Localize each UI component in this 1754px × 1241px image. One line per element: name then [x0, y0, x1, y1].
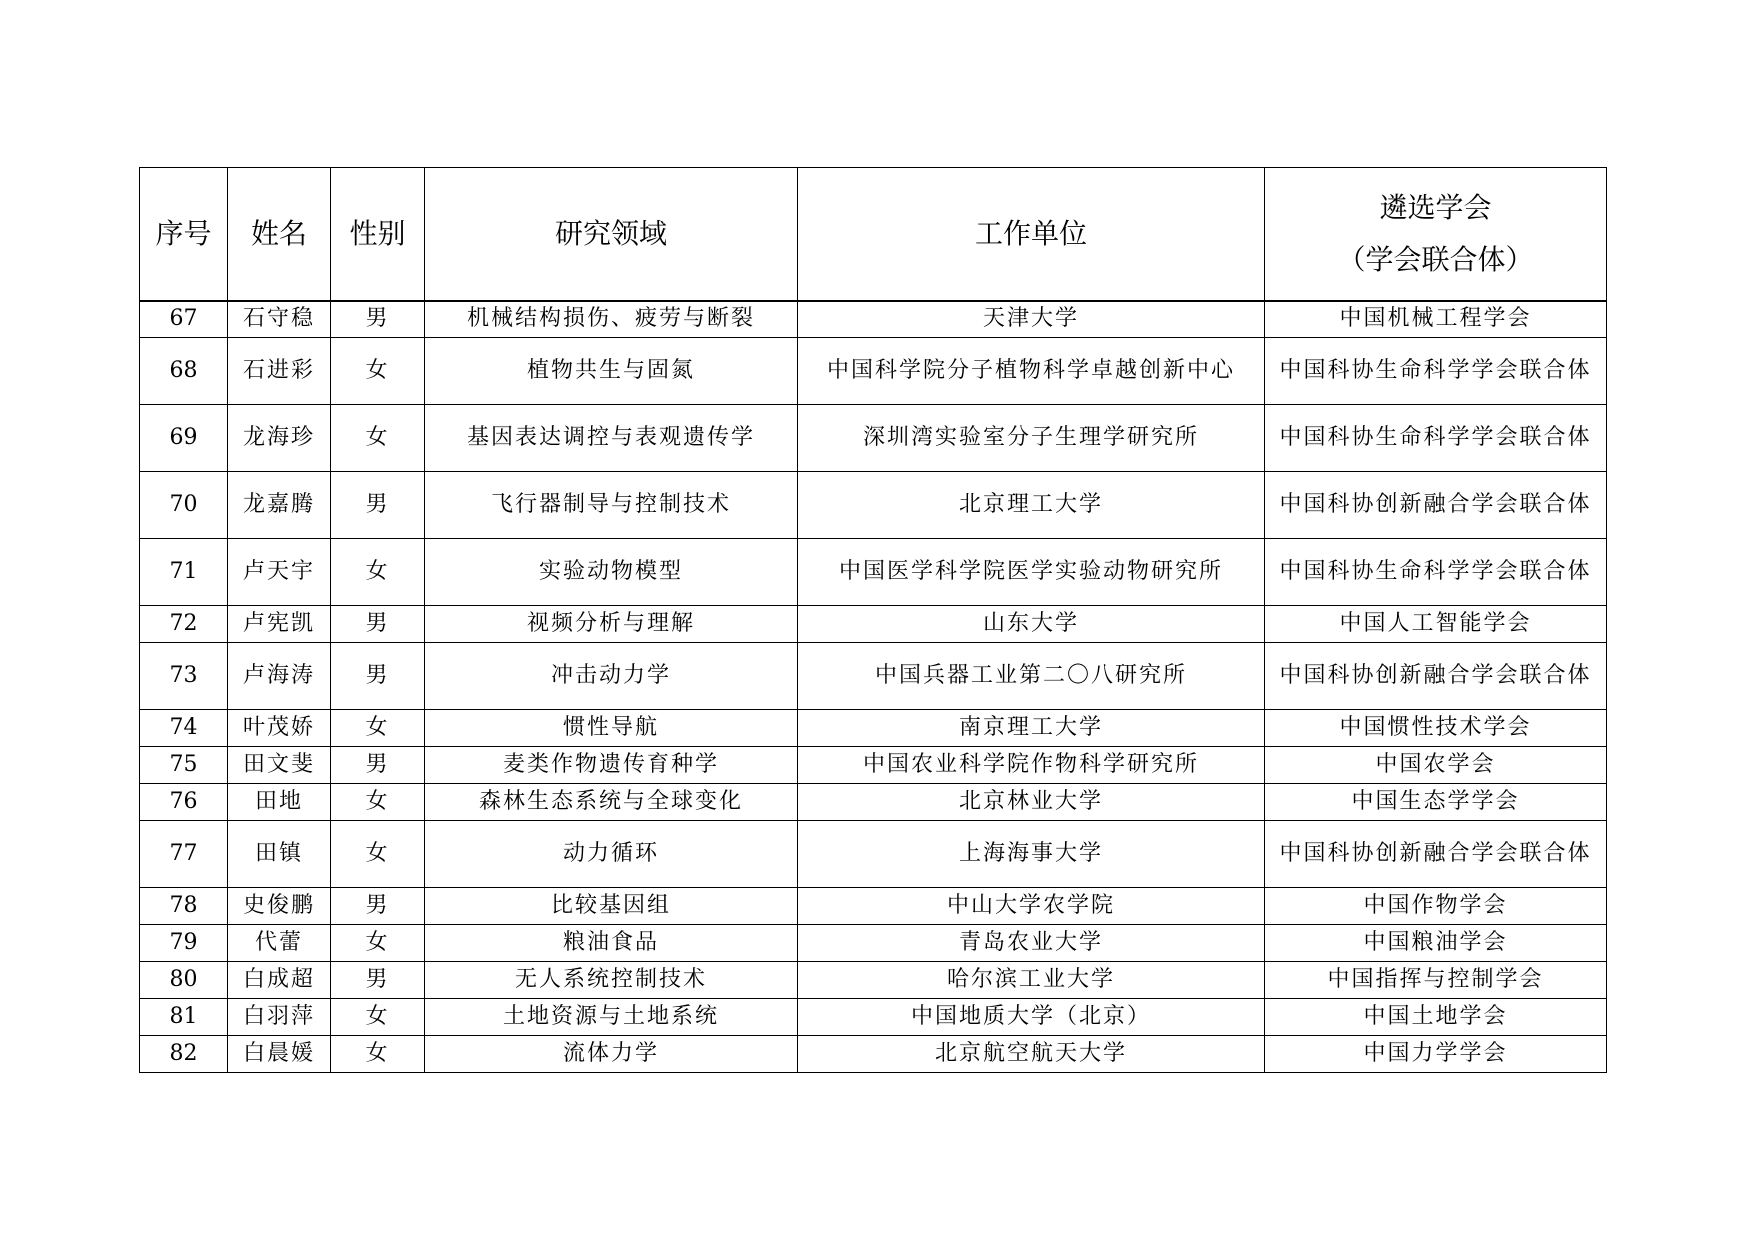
- cell-society: 中国科协生命科学学会联合体: [1265, 539, 1607, 606]
- cell-field: 实验动物模型: [425, 539, 798, 606]
- table-row: [140, 539, 1607, 606]
- cell-field: 冲击动力学: [425, 643, 798, 710]
- table-row: [140, 925, 1607, 962]
- cell-society: 中国农学会: [1265, 747, 1607, 784]
- cell-gender: 男: [331, 472, 425, 539]
- cell-index: 74: [140, 710, 228, 747]
- table-row: [140, 999, 1607, 1036]
- cell-index: 75: [140, 747, 228, 784]
- cell-gender: 女: [331, 405, 425, 472]
- cell-name: 石进彩: [228, 338, 331, 405]
- header-society-line2: （学会联合体）: [1337, 242, 1534, 276]
- cell-index: 69: [140, 405, 228, 472]
- cell-field: 粮油食品: [425, 925, 798, 962]
- cell-field: 飞行器制导与控制技术: [425, 472, 798, 539]
- cell-society: 中国生态学学会: [1265, 784, 1607, 821]
- cell-unit: 中国科学院分子植物科学卓越创新中心: [798, 338, 1265, 405]
- cell-name: 代蕾: [228, 925, 331, 962]
- cell-gender: 男: [331, 962, 425, 999]
- table-row: [140, 821, 1607, 888]
- cell-name: 龙海珍: [228, 405, 331, 472]
- cell-index: 71: [140, 539, 228, 606]
- cell-index: 80: [140, 962, 228, 999]
- table-body: [140, 301, 1607, 1073]
- cell-gender: 男: [331, 747, 425, 784]
- cell-gender: 女: [331, 1036, 425, 1073]
- cell-society: 中国机械工程学会: [1265, 301, 1607, 338]
- cell-unit: 哈尔滨工业大学: [798, 962, 1265, 999]
- cell-name: 白羽萍: [228, 999, 331, 1036]
- cell-gender: 男: [331, 606, 425, 643]
- cell-unit: 山东大学: [798, 606, 1265, 643]
- table-row: [140, 301, 1607, 338]
- cell-society: 中国粮油学会: [1265, 925, 1607, 962]
- cell-index: 67: [140, 301, 228, 338]
- cell-society: 中国指挥与控制学会: [1265, 962, 1607, 999]
- cell-field: 机械结构损伤、疲劳与断裂: [425, 301, 798, 338]
- candidate-table: [139, 167, 1607, 1073]
- cell-field: 无人系统控制技术: [425, 962, 798, 999]
- cell-unit: 南京理工大学: [798, 710, 1265, 747]
- cell-unit: 北京林业大学: [798, 784, 1265, 821]
- cell-society: 中国科协创新融合学会联合体: [1265, 643, 1607, 710]
- table-row: [140, 888, 1607, 925]
- header-index: 序号: [140, 168, 228, 301]
- cell-name: 白成超: [228, 962, 331, 999]
- table-row: [140, 962, 1607, 999]
- cell-field: 动力循环: [425, 821, 798, 888]
- table-row: [140, 606, 1607, 643]
- cell-field: 土地资源与土地系统: [425, 999, 798, 1036]
- cell-name: 石守稳: [228, 301, 331, 338]
- cell-society: 中国科协生命科学学会联合体: [1265, 405, 1607, 472]
- cell-index: 70: [140, 472, 228, 539]
- cell-index: 81: [140, 999, 228, 1036]
- cell-gender: 女: [331, 710, 425, 747]
- cell-name: 田镇: [228, 821, 331, 888]
- cell-society: 中国科协创新融合学会联合体: [1265, 821, 1607, 888]
- cell-unit: 中国兵器工业第二〇八研究所: [798, 643, 1265, 710]
- cell-name: 卢宪凯: [228, 606, 331, 643]
- table-row: [140, 710, 1607, 747]
- cell-gender: 女: [331, 925, 425, 962]
- table-row: [140, 784, 1607, 821]
- cell-name: 龙嘉腾: [228, 472, 331, 539]
- header-gender: 性别: [331, 168, 425, 301]
- cell-index: 77: [140, 821, 228, 888]
- cell-field: 流体力学: [425, 1036, 798, 1073]
- cell-society: 中国人工智能学会: [1265, 606, 1607, 643]
- header-society: [1265, 168, 1607, 301]
- cell-gender: 男: [331, 301, 425, 338]
- cell-gender: 女: [331, 784, 425, 821]
- cell-unit: 中国地质大学（北京）: [798, 999, 1265, 1036]
- cell-unit: 中山大学农学院: [798, 888, 1265, 925]
- cell-gender: 男: [331, 643, 425, 710]
- cell-index: 82: [140, 1036, 228, 1073]
- header-society-line1: 遴选学会: [1379, 191, 1492, 225]
- cell-society: 中国土地学会: [1265, 999, 1607, 1036]
- header-unit: 工作单位: [798, 168, 1265, 301]
- cell-field: 基因表达调控与表观遗传学: [425, 405, 798, 472]
- cell-gender: 女: [331, 338, 425, 405]
- cell-index: 73: [140, 643, 228, 710]
- cell-unit: 北京航空航天大学: [798, 1036, 1265, 1073]
- cell-index: 72: [140, 606, 228, 643]
- cell-index: 68: [140, 338, 228, 405]
- cell-unit: 天津大学: [798, 301, 1265, 338]
- cell-index: 76: [140, 784, 228, 821]
- cell-index: 79: [140, 925, 228, 962]
- cell-unit: 中国农业科学院作物科学研究所: [798, 747, 1265, 784]
- cell-gender: 女: [331, 539, 425, 606]
- cell-field: 视频分析与理解: [425, 606, 798, 643]
- table-row: [140, 747, 1607, 784]
- cell-unit: 北京理工大学: [798, 472, 1265, 539]
- table-row: [140, 1036, 1607, 1073]
- cell-field: 惯性导航: [425, 710, 798, 747]
- cell-society: 中国作物学会: [1265, 888, 1607, 925]
- table-row: [140, 405, 1607, 472]
- table-row: [140, 338, 1607, 405]
- table-header-row: [140, 168, 1607, 301]
- cell-field: 比较基因组: [425, 888, 798, 925]
- cell-name: 史俊鹏: [228, 888, 331, 925]
- cell-index: 78: [140, 888, 228, 925]
- cell-unit: 青岛农业大学: [798, 925, 1265, 962]
- header-name: 姓名: [228, 168, 331, 301]
- cell-field: 植物共生与固氮: [425, 338, 798, 405]
- cell-society: 中国力学学会: [1265, 1036, 1607, 1073]
- cell-gender: 女: [331, 999, 425, 1036]
- cell-field: 麦类作物遗传育种学: [425, 747, 798, 784]
- cell-name: 卢天宇: [228, 539, 331, 606]
- cell-name: 白晨媛: [228, 1036, 331, 1073]
- cell-name: 田地: [228, 784, 331, 821]
- cell-field: 森林生态系统与全球变化: [425, 784, 798, 821]
- cell-name: 卢海涛: [228, 643, 331, 710]
- cell-society: 中国惯性技术学会: [1265, 710, 1607, 747]
- cell-unit: 上海海事大学: [798, 821, 1265, 888]
- table-row: [140, 643, 1607, 710]
- cell-name: 叶茂娇: [228, 710, 331, 747]
- table-row: [140, 472, 1607, 539]
- cell-gender: 女: [331, 821, 425, 888]
- cell-unit: 深圳湾实验室分子生理学研究所: [798, 405, 1265, 472]
- cell-society: 中国科协生命科学学会联合体: [1265, 338, 1607, 405]
- header-field: 研究领域: [425, 168, 798, 301]
- cell-name: 田文斐: [228, 747, 331, 784]
- cell-society: 中国科协创新融合学会联合体: [1265, 472, 1607, 539]
- cell-unit: 中国医学科学院医学实验动物研究所: [798, 539, 1265, 606]
- cell-gender: 男: [331, 888, 425, 925]
